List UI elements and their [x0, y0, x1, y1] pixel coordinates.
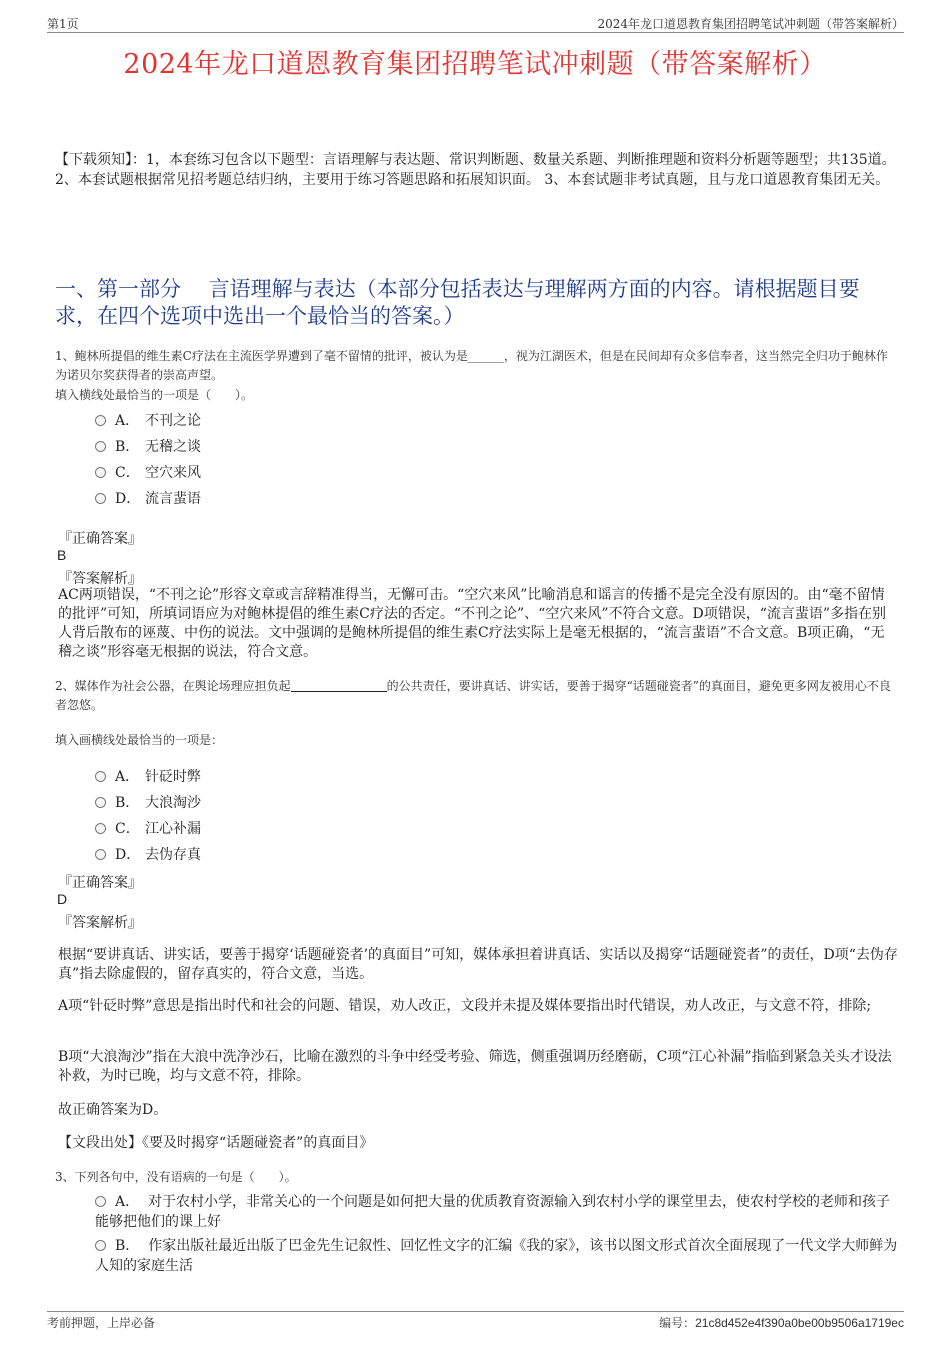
radio-icon[interactable]: [95, 849, 106, 860]
radio-icon[interactable]: [95, 415, 106, 426]
page-header: [47, 12, 904, 32]
q2-stem-after: 的公共责任，要讲真话、讲实话，要善于揭穿“话题碰瓷者”的真面目，避免更多网友被用心不良者忽悠。: [55, 679, 891, 712]
q1-option-c[interactable]: [95, 462, 201, 482]
q3-option-b[interactable]: [95, 1236, 898, 1276]
option-text: 无稽之谈: [145, 439, 201, 455]
q2-option-c[interactable]: [95, 818, 201, 838]
footer-divider: [47, 1311, 904, 1312]
option-letter: A．: [115, 1194, 140, 1210]
q1-answer-label: 『正确答案』: [58, 531, 142, 547]
q2-analysis-para: B项“大浪淘沙”指在大浪中洗净沙石，比喻在激烈的斗争中经受考验、筛选，侧重强调历经磨砺，C项“江心补漏”指临到紧急关头才设法补救，为时已晚，均与文意不符，排除。: [58, 1049, 892, 1084]
q2-prompt: 填入画横线处最恰当的一项是：: [55, 733, 224, 747]
header-divider: [47, 32, 904, 33]
q2-analysis-para: 故正确答案为D。: [58, 1102, 168, 1118]
q2-answer-label: 『正确答案』: [58, 875, 142, 891]
q2-stem-before: 2、媒体作为社会公器，在舆论场理应担负起: [55, 679, 291, 693]
option-text: 作家出版社最近出版了巴金先生记叙性、回忆性文字的汇编《我的家》，该书以图文形式首次全面展现了一代文学大师鲜为人知的家庭生活: [95, 1238, 898, 1274]
radio-icon[interactable]: [95, 1240, 106, 1251]
option-letter: D．: [115, 847, 141, 863]
q1-option-b[interactable]: [95, 436, 201, 456]
option-text: 大浪淘沙: [145, 795, 201, 811]
q2-analysis-para: A项“针砭时弊”意思是指出时代和社会的问题、错误，劝人改正，文段并未提及媒体要指出时代错误，劝人改正，与文意不符，排除;: [58, 998, 872, 1014]
option-letter: C．: [115, 821, 140, 837]
radio-icon[interactable]: [95, 823, 106, 834]
footer-serial: 编号：21c8d452e4f390a0be00b9506a1719ec: [659, 1316, 904, 1330]
radio-icon[interactable]: [95, 1196, 106, 1207]
q3-stem: 3、下列各句中，没有语病的一句是（ ）。: [55, 1170, 297, 1184]
radio-icon[interactable]: [95, 797, 106, 808]
footer-slogan: 考前押题，上岸必备: [47, 1316, 156, 1330]
q1-analysis-label: 『答案解析』: [58, 571, 142, 587]
fill-blank: [291, 679, 387, 692]
radio-icon[interactable]: [95, 441, 106, 452]
q1-answer: B: [57, 547, 67, 563]
option-letter: A．: [115, 769, 140, 785]
option-text: 去伪存真: [145, 847, 201, 863]
q2-analysis-para: 根据“要讲真话、讲实话，要善于揭穿‘话题碰瓷者’的真面目”可知，媒体承担着讲真话、实话以及揭穿“话题碰瓷者”的责任，D项“去伪存真”指去除虚假的，留存真实的，符合文意，当选。: [58, 947, 898, 982]
q1-option-d[interactable]: [95, 488, 201, 508]
download-notice: 【下载须知】：1，本套练习包含以下题型：言语理解与表达题、常识判断题、数量关系题、判断推理题和资料分析题等题型；共135道。 2、本套试题根据常见招考题总结归纳，主要用于练习答题思路和拓展知识面。 3、本套试题非考试真题，且与龙口道恩教育集团无关。: [55, 152, 896, 188]
q2-analysis-label: 『答案解析』: [58, 915, 142, 931]
option-text: 对于农村小学，非常关心的一个问题是如何把大量的优质教育资源输入到农村小学的课堂里去，使农村学校的老师和孩子能够把他们的课上好: [95, 1194, 891, 1230]
q1-option-a[interactable]: [95, 410, 201, 430]
q3-option-a[interactable]: [95, 1192, 898, 1232]
option-letter: A．: [115, 413, 140, 429]
radio-icon[interactable]: [95, 467, 106, 478]
q2-answer: D: [57, 891, 68, 907]
option-letter: B．: [115, 795, 140, 811]
q1-stem: 1、鲍林所提倡的维生素C疗法在主流医学界遭到了毫不留情的批评，被认为是______，视为江湖医术，但是在民间却有众多信奉者，这当然完全归功于鲍林作为诺贝尔奖获得者的崇高声望。: [55, 349, 888, 382]
header-doc-title: 2024年龙口道恩教育集团招聘笔试冲刺题（带答案解析）: [597, 17, 904, 31]
q2-stem: [55, 677, 898, 715]
option-text: 不刊之论: [145, 413, 201, 429]
q2-option-a[interactable]: [95, 766, 201, 786]
option-text: 江心补漏: [145, 821, 201, 837]
option-text: 空穴来风: [145, 465, 201, 481]
section-heading: 一、第一部分 言语理解与表达（本部分包括表达与理解两方面的内容。请根据题目要求，在四个选项中选出一个最恰当的答案。）: [55, 277, 860, 328]
option-letter: C．: [115, 465, 140, 481]
option-text: 流言蜚语: [145, 491, 201, 507]
q2-source: 【文段出处】《要及时揭穿“话题碰瓷者”的真面目》: [58, 1135, 374, 1151]
radio-icon[interactable]: [95, 771, 106, 782]
option-letter: B．: [115, 1238, 140, 1254]
q1-prompt: 填入横线处最恰当的一项是（ ）。: [55, 388, 254, 402]
option-letter: B．: [115, 439, 140, 455]
radio-icon[interactable]: [95, 493, 106, 504]
option-letter: D．: [115, 491, 141, 507]
q1-analysis: AC两项错误，“不刊之论”形容文章或言辞精准得当，无懈可击。“空穴来风”比喻消息和谣言的传播不是完全没有原因的。由“毫不留情的批评”可知，所填词语应为对鲍林提倡的维生素C疗法的否定。“不刊之论”、“空穴来风”不符合文意。D项错误，“流言蜚语”多指在别人背后散布的诬蔑、中伤的说法。文中强调的是鲍林所提倡的维生素C疗法实际上是毫无根据的，“流言蜚语”不合文意。B项正确，“无稽之谈”形容毫无根据的说法，符合文意。: [58, 587, 887, 660]
page-footer: [47, 1314, 904, 1332]
q2-option-d[interactable]: [95, 844, 201, 864]
option-text: 针砭时弊: [145, 769, 201, 785]
q2-option-b[interactable]: [95, 792, 201, 812]
document-title: 2024年龙口道恩教育集团招聘笔试冲刺题（带答案解析）: [123, 49, 827, 80]
page-number: 第1页: [47, 17, 79, 31]
